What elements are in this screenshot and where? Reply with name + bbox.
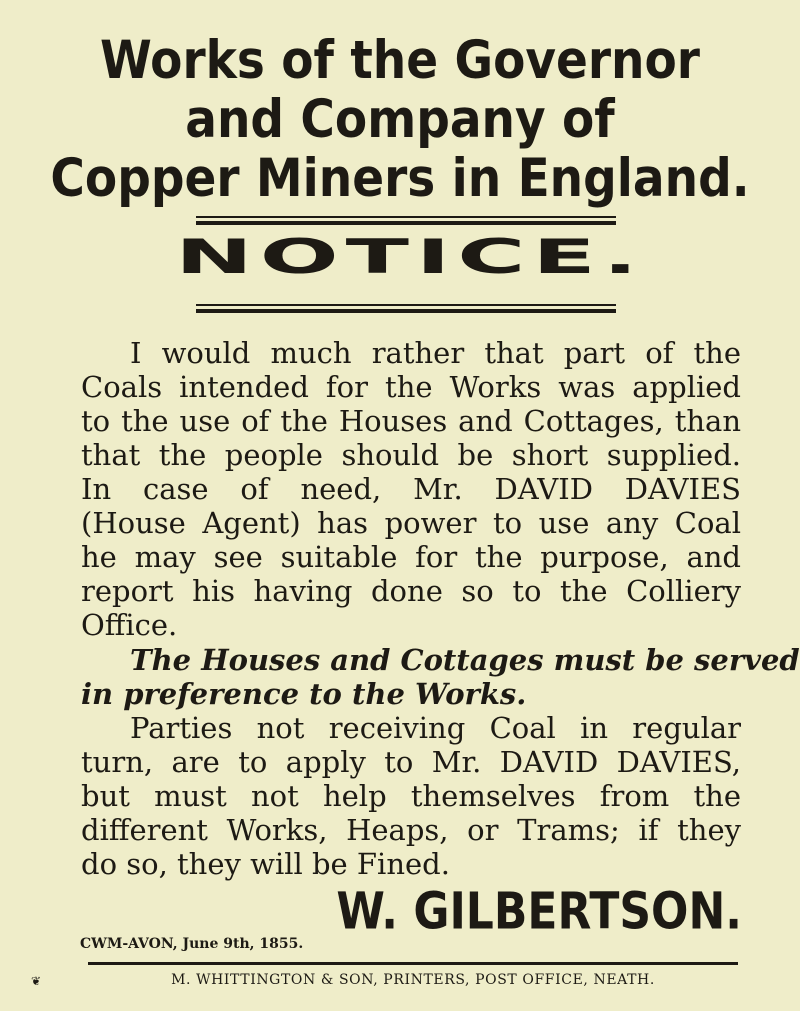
title-line-3: Copper Miners in England.	[50, 148, 750, 210]
title-line-2: and Company of	[185, 89, 615, 151]
printer-line: M. WHITTINGTON & SON, PRINTERS, POST OFFICE, NEATH.	[171, 972, 655, 988]
final-line-1: Parties not receiving Coal in regular	[130, 711, 741, 745]
final-line-4: different Works, Heaps, or Trams; if they	[81, 813, 741, 847]
body-line-2: Coals intended for the Works was applied	[81, 370, 741, 404]
body-line-6: (House Agent) has power to use any Coal	[81, 506, 741, 540]
notice-label: NOTICE.	[175, 228, 645, 285]
body-line-1: I would much rather that part of the	[130, 336, 741, 370]
title-line-1: Works of the Governor	[100, 30, 700, 92]
body-line-4: that the people should be short supplied.	[81, 438, 741, 472]
fleuron-icon: ❦	[31, 974, 42, 988]
body-line-9: Office.	[81, 608, 178, 642]
body-line-3: to the use of the Houses and Cottages, than	[81, 404, 741, 438]
double-rule-top	[196, 216, 616, 225]
body-line-5: In case of need, Mr. DAVID DAVIES	[81, 472, 741, 506]
final-line-5: do so, they will be Fined.	[81, 847, 450, 881]
body-line-8: report his having done so to the Colliery	[81, 574, 741, 608]
footer-rule	[88, 962, 738, 965]
body-line-7: he may see suitable for the purpose, and	[81, 540, 741, 574]
date-line: CWM-AVON, June 9th, 1855.	[80, 936, 304, 952]
signature: W. GILBERTSON.	[336, 882, 742, 941]
italic-line-1: The Houses and Cottages must be served	[130, 643, 800, 677]
final-line-2: turn, are to apply to Mr. DAVID DAVIES,	[81, 745, 741, 779]
double-rule-bottom	[196, 304, 616, 313]
final-line-3: but must not help themselves from the	[81, 779, 741, 813]
italic-line-2: in preference to the Works.	[81, 677, 527, 711]
